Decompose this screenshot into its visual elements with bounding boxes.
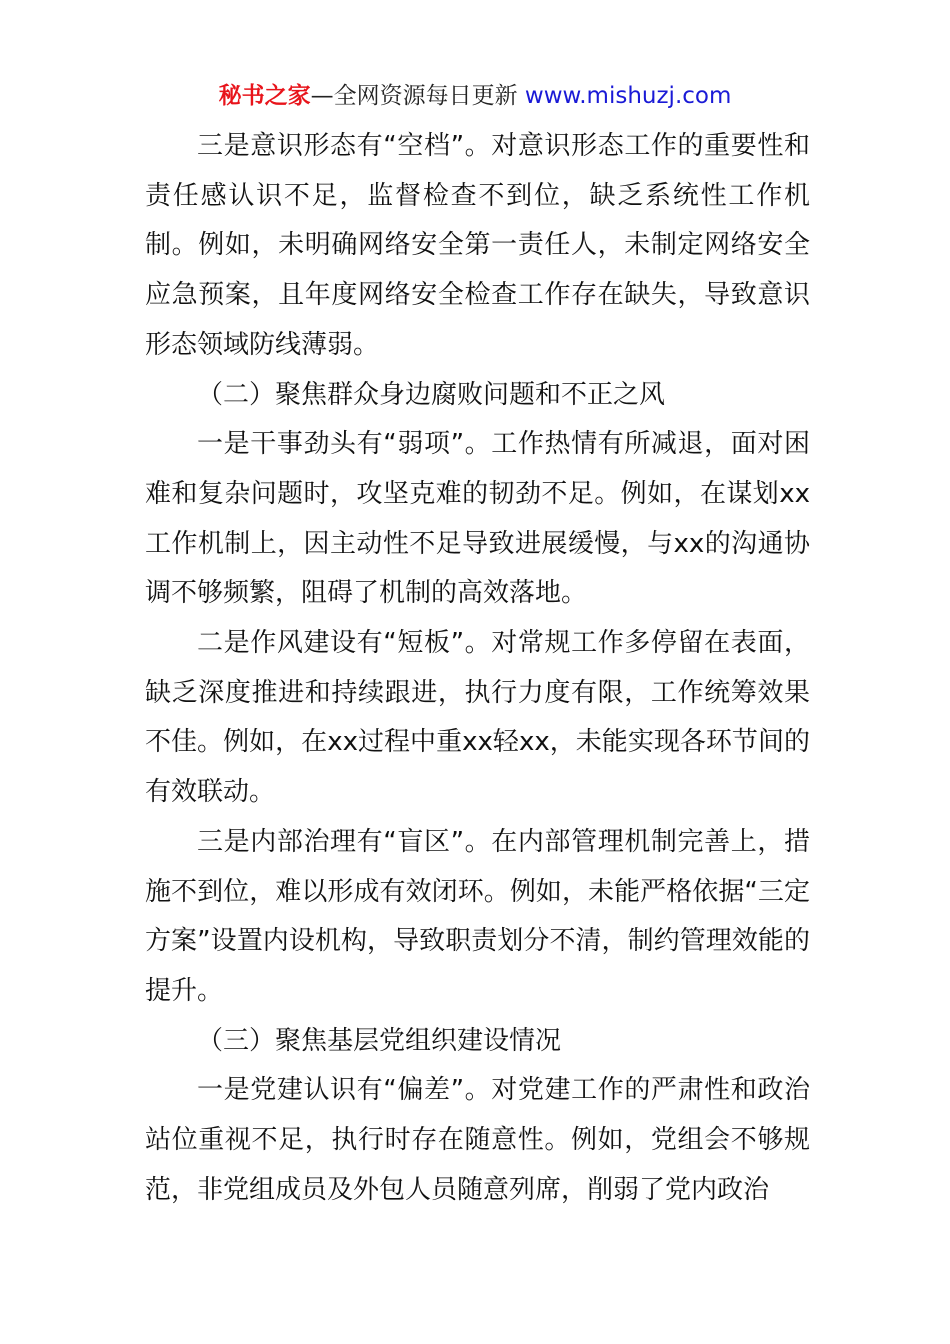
header-tagline: —全网资源每日更新 — [310, 83, 525, 109]
paragraph-work-drive: 一是干事劲头有“弱项”。工作热情有所减退，面对困难和复杂问题时，攻坚克难的韧劲不足。例如，在谋划xx工作机制上，因主动性不足导致进展缓慢，与xx的沟通协调不够频繁，阻碍了机制的高效落地。 — [145, 429, 810, 609]
site-url[interactable]: www.mishuzj.com — [524, 83, 732, 109]
brand-name: 秘书之家 — [218, 83, 311, 109]
section-heading-3: （三）聚焦基层党组织建设情况 — [197, 1025, 562, 1056]
section-heading-2: （二）聚焦群众身边腐败问题和不正之风 — [197, 379, 666, 410]
paragraph-internal-governance: 三是内部治理有“盲区”。在内部管理机制完善上，措施不到位，难以形成有效闭环。例如，未能严格依据“三定方案”设置内设机构，导致职责划分不清，制约管理效能的提升。 — [145, 826, 810, 1006]
paragraph-party-building: 一是党建认识有“偏差”。对党建工作的严肃性和政治站位重视不足，执行时存在随意性。例如，党组会不够规范，非党组成员及外包人员随意列席，削弱了党内政治 — [145, 1075, 810, 1205]
page-header — [0, 80, 950, 112]
paragraph-work-style: 二是作风建设有“短板”。对常规工作多停留在表面，缺乏深度推进和持续跟进，执行力度有限，工作统筹效果不佳。例如，在xx过程中重xx轻xx，未能实现各环节间的有效联动。 — [145, 628, 810, 808]
paragraph-ideology: 三是意识形态有“空档”。对意识形态工作的重要性和责任感认识不足，监督检查不到位，缺乏系统性工作机制。例如，未明确网络安全第一责任人，未制定网络安全应急预案，且年度网络安全检查工作存在缺失，导致意识形态领域防线薄弱。 — [145, 131, 810, 360]
document-body — [145, 122, 810, 1215]
